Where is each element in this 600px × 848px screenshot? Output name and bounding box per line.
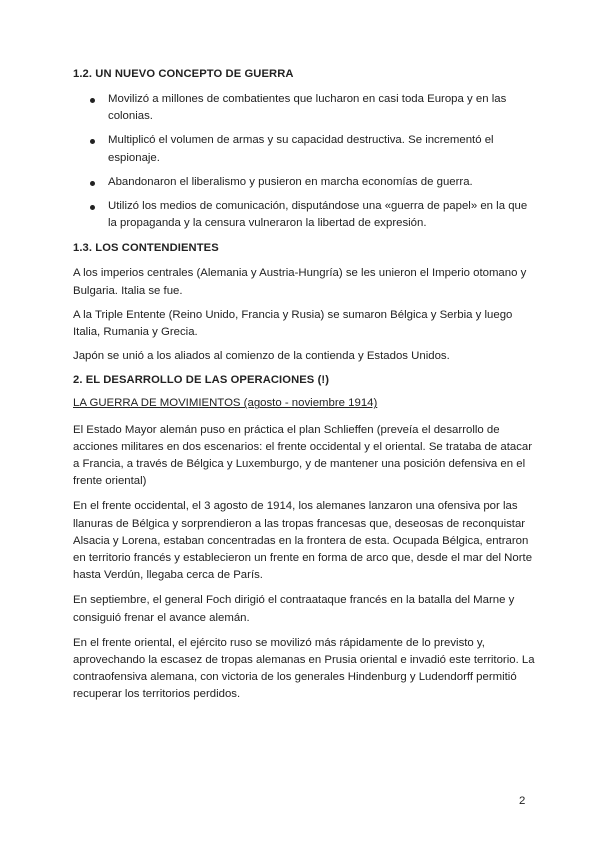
list-item-text: Movilizó a millones de combatientes que lucharon en casi toda Europa y en las colonias. xyxy=(108,93,507,123)
section-heading-1-2: 1.2. UN NUEVO CONCEPTO DE GUERRA xyxy=(73,68,294,80)
bullet-icon xyxy=(90,139,95,144)
bullet-list xyxy=(73,91,535,232)
bullet-icon xyxy=(90,98,95,103)
list-item-text: Multiplicó el volumen de armas y su capacidad destructiva. Se incrementó el espionaje. xyxy=(108,134,494,164)
paragraph: El Estado Mayor alemán puso en práctica el plan Schlieffen (preveía el desarrollo de acciones militares en dos escenarios: el frente occidental y el oriental. Se trataba de atacar a Francia, a través de Bélgica y Luxemburgo, y de mantener una posición defensiva en el frente oriental) xyxy=(73,423,533,488)
bullet-icon xyxy=(90,205,95,210)
list-item xyxy=(73,198,535,232)
section-heading-2: 2. EL DESARROLLO DE LAS OPERACIONES (!) xyxy=(73,374,330,387)
paragraph: Japón se unió a los aliados al comienzo de la contienda y Estados Unidos. xyxy=(73,350,450,363)
subsection-heading: LA GUERRA DE MOVIMIENTOS (agosto - noviembre 1914) xyxy=(73,397,378,410)
document-page xyxy=(73,66,535,704)
bullet-icon xyxy=(90,181,95,186)
paragraph: En el frente occidental, el 3 agosto de 1914, los alemanes lanzaron una ofensiva por las llanuras de Bélgica y sorprendieron a las tropas francesas que, deseosas de reconquistar Alsacia y Lorena, estaban concentradas en la frontera de esta. Ocupada Bélgica, entraron en territorio francés y establecieron un frente en forma de arco que, desde el mar del Norte hasta Verdún, llegaba cerca de París. xyxy=(73,500,533,582)
paragraph: En septiembre, el general Foch dirigió el contraataque francés en la batalla del Marne y consiguió frenar el avance alemán. xyxy=(73,594,515,624)
paragraph: En el frente oriental, el ejército ruso se movilizó más rápidamente de lo previsto y, aprovechando la escasez de tropas alemanas en Prusia oriental e invadió este territorio. La contraofensiva alemana, con victoria de los generales Hindenburg y Ludendorff permitió recuperar los territorios perdidos. xyxy=(73,636,535,701)
section-heading-1-3: 1.3. LOS CONTENDIENTES xyxy=(73,242,219,255)
paragraph: A los imperios centrales (Alemania y Austria-Hungría) se les unieron el Imperio otomano y Bulgaria. Italia se fue. xyxy=(73,267,527,297)
list-item-text: Utilizó los medios de comunicación, disputándose una «guerra de papel» en la que la propaganda y la censura vulneraron la libertad de expresión. xyxy=(108,200,528,230)
paragraph: A la Triple Entente (Reino Unido, Francia y Rusia) se sumaron Bélgica y Serbia y luego Italia, Rumania y Grecia. xyxy=(73,308,513,339)
list-item xyxy=(73,91,535,125)
list-item xyxy=(73,174,535,191)
page-number: 2 xyxy=(519,795,526,807)
list-item-text: Abandonaron el liberalismo y pusieron en marcha economías de guerra. xyxy=(108,175,473,188)
list-item xyxy=(73,132,535,166)
